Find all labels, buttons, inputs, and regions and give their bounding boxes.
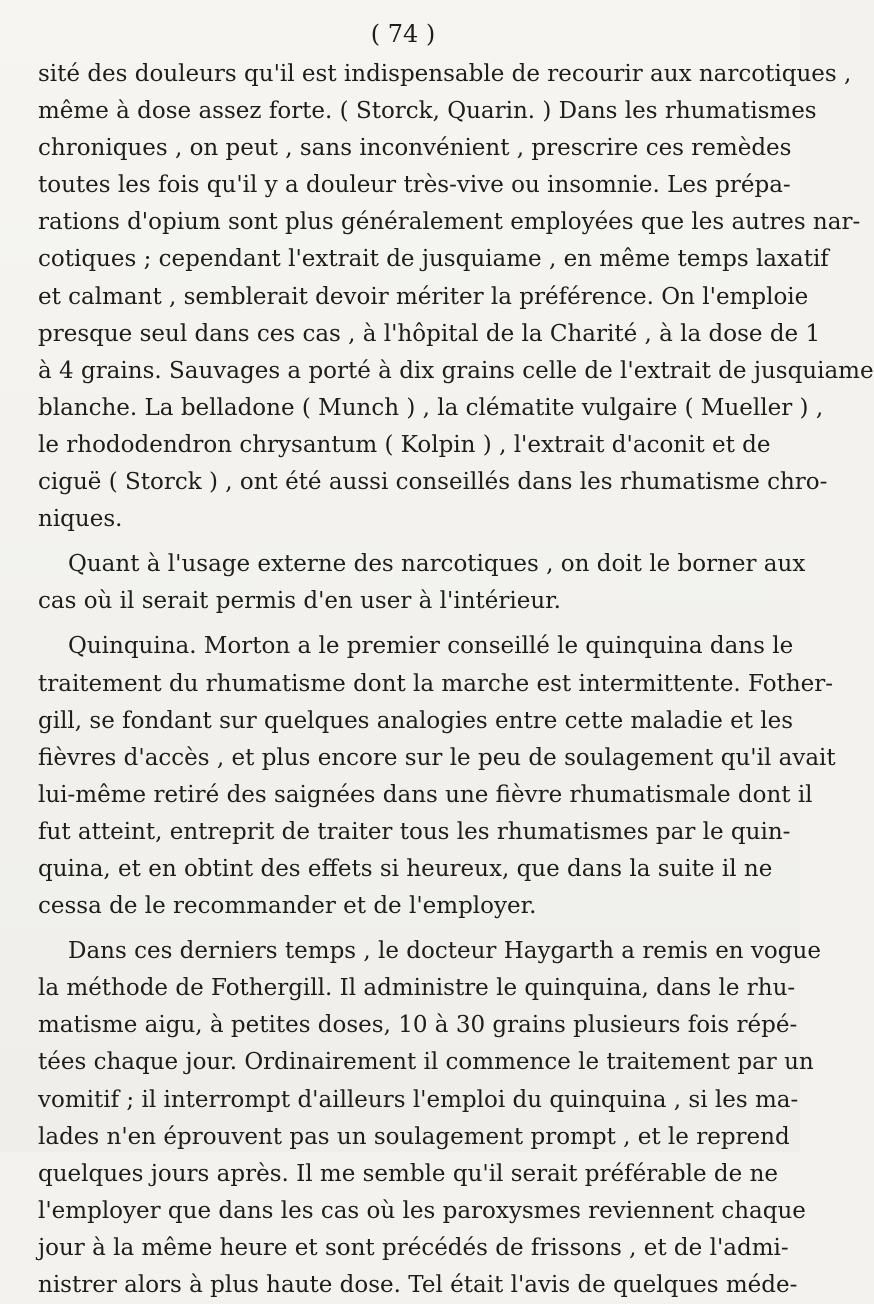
text-line: fièvres d'accès , et plus encore sur le peu de soulagement qu'il avait [38, 744, 836, 771]
text-line: rations d'opium sont plus généralement employées que les autres nar- [38, 209, 861, 236]
text-line: Dans ces derniers temps , le docteur Haygarth a remis en vogue [68, 938, 821, 965]
text-line: presque seul dans ces cas , à l'hôpital de la Charité , à la dose de 1 [38, 320, 821, 347]
text-line: matisme aigu, à petites doses, 10 à 30 grains plusieurs fois répé- [38, 1012, 798, 1039]
text-line: jour à la même heure et sont précédés de frissons , et de l'admi- [38, 1234, 789, 1261]
text-line: à 4 grains. Sauvages a porté à dix grains celle de l'extrait de jusquiame [38, 357, 874, 384]
text-line: chroniques , on peut , sans inconvénient , prescrire ces remèdes [38, 135, 792, 162]
text-line: l'employer que dans les cas où les paroxysmes reviennent chaque [38, 1197, 806, 1224]
text-line: sité des douleurs qu'il est indispensable de recourir aux narcotiques , [38, 61, 852, 87]
text-line: niques. [38, 506, 123, 533]
text-line: lades n'en éprouvent pas un soulagement prompt , et le reprend [38, 1123, 790, 1150]
text-line: gill, se fondant sur quelques analogies entre cette maladie et les [38, 707, 794, 734]
paragraph [38, 933, 821, 1304]
text-line: vomitif ; il interrompt d'ailleurs l'emploi du quinquina , si les ma- [38, 1086, 799, 1113]
text-line: la méthode de Fothergill. Il administre le quinquina, dans le rhu- [38, 975, 796, 1002]
text-line: traitement du rhumatisme dont la marche est intermittente. Fother- [38, 670, 834, 697]
text-line: cotiques ; cependant l'extrait de jusquiame , en même temps laxatif [38, 246, 829, 273]
text-line: nistrer alors à plus haute dose. Tel était l'avis de quelques méde- [38, 1272, 798, 1298]
text-line: ciguë ( Storck ) , ont été aussi conseillés dans les rhumatisme chro- [38, 469, 828, 496]
text-line: tées chaque jour. Ordinairement il commence le traitement par un [38, 1049, 814, 1076]
text-line: toutes les fois qu'il y a douleur très-vive ou insomnie. Les prépa- [38, 172, 791, 199]
text-line: Quinquina. Morton a le premier conseillé le quinquina dans le [68, 633, 794, 660]
text-line: quelques jours après. Il me semble qu'il serait préférable de ne [38, 1160, 778, 1187]
text-line: cessa de le recommander et de l'employer. [38, 893, 537, 920]
page-number: ( 74 ) [370, 20, 436, 48]
text-line: et calmant , semblerait devoir mériter la préférence. On l'emploie [38, 283, 809, 310]
paragraph [38, 546, 806, 620]
text-line: lui-même retiré des saignées dans une fièvre rhumatismale dont il [38, 781, 813, 808]
text-line: le rhododendron chrysantum ( Kolpin ) , l'extrait d'aconit et de [38, 431, 771, 458]
paragraph [38, 56, 874, 538]
text-line: blanche. La belladone ( Munch ) , la clématite vulgaire ( Mueller ) , [38, 394, 824, 421]
text-line: fut atteint, entreprit de traiter tous les rhumatismes par le quin- [38, 818, 791, 845]
text-line: cas où il serait permis d'en user à l'intérieur. [38, 588, 561, 615]
body-text [38, 56, 874, 1304]
text-line: Quant à l'usage externe des narcotiques , on doit le borner aux [68, 551, 806, 578]
paragraph [38, 628, 836, 925]
text-line: quina, et en obtint des effets si heureux, que dans la suite il ne [38, 855, 773, 882]
text-line: même à dose assez forte. ( Storck, Quarin. ) Dans les rhumatismes [38, 98, 817, 125]
